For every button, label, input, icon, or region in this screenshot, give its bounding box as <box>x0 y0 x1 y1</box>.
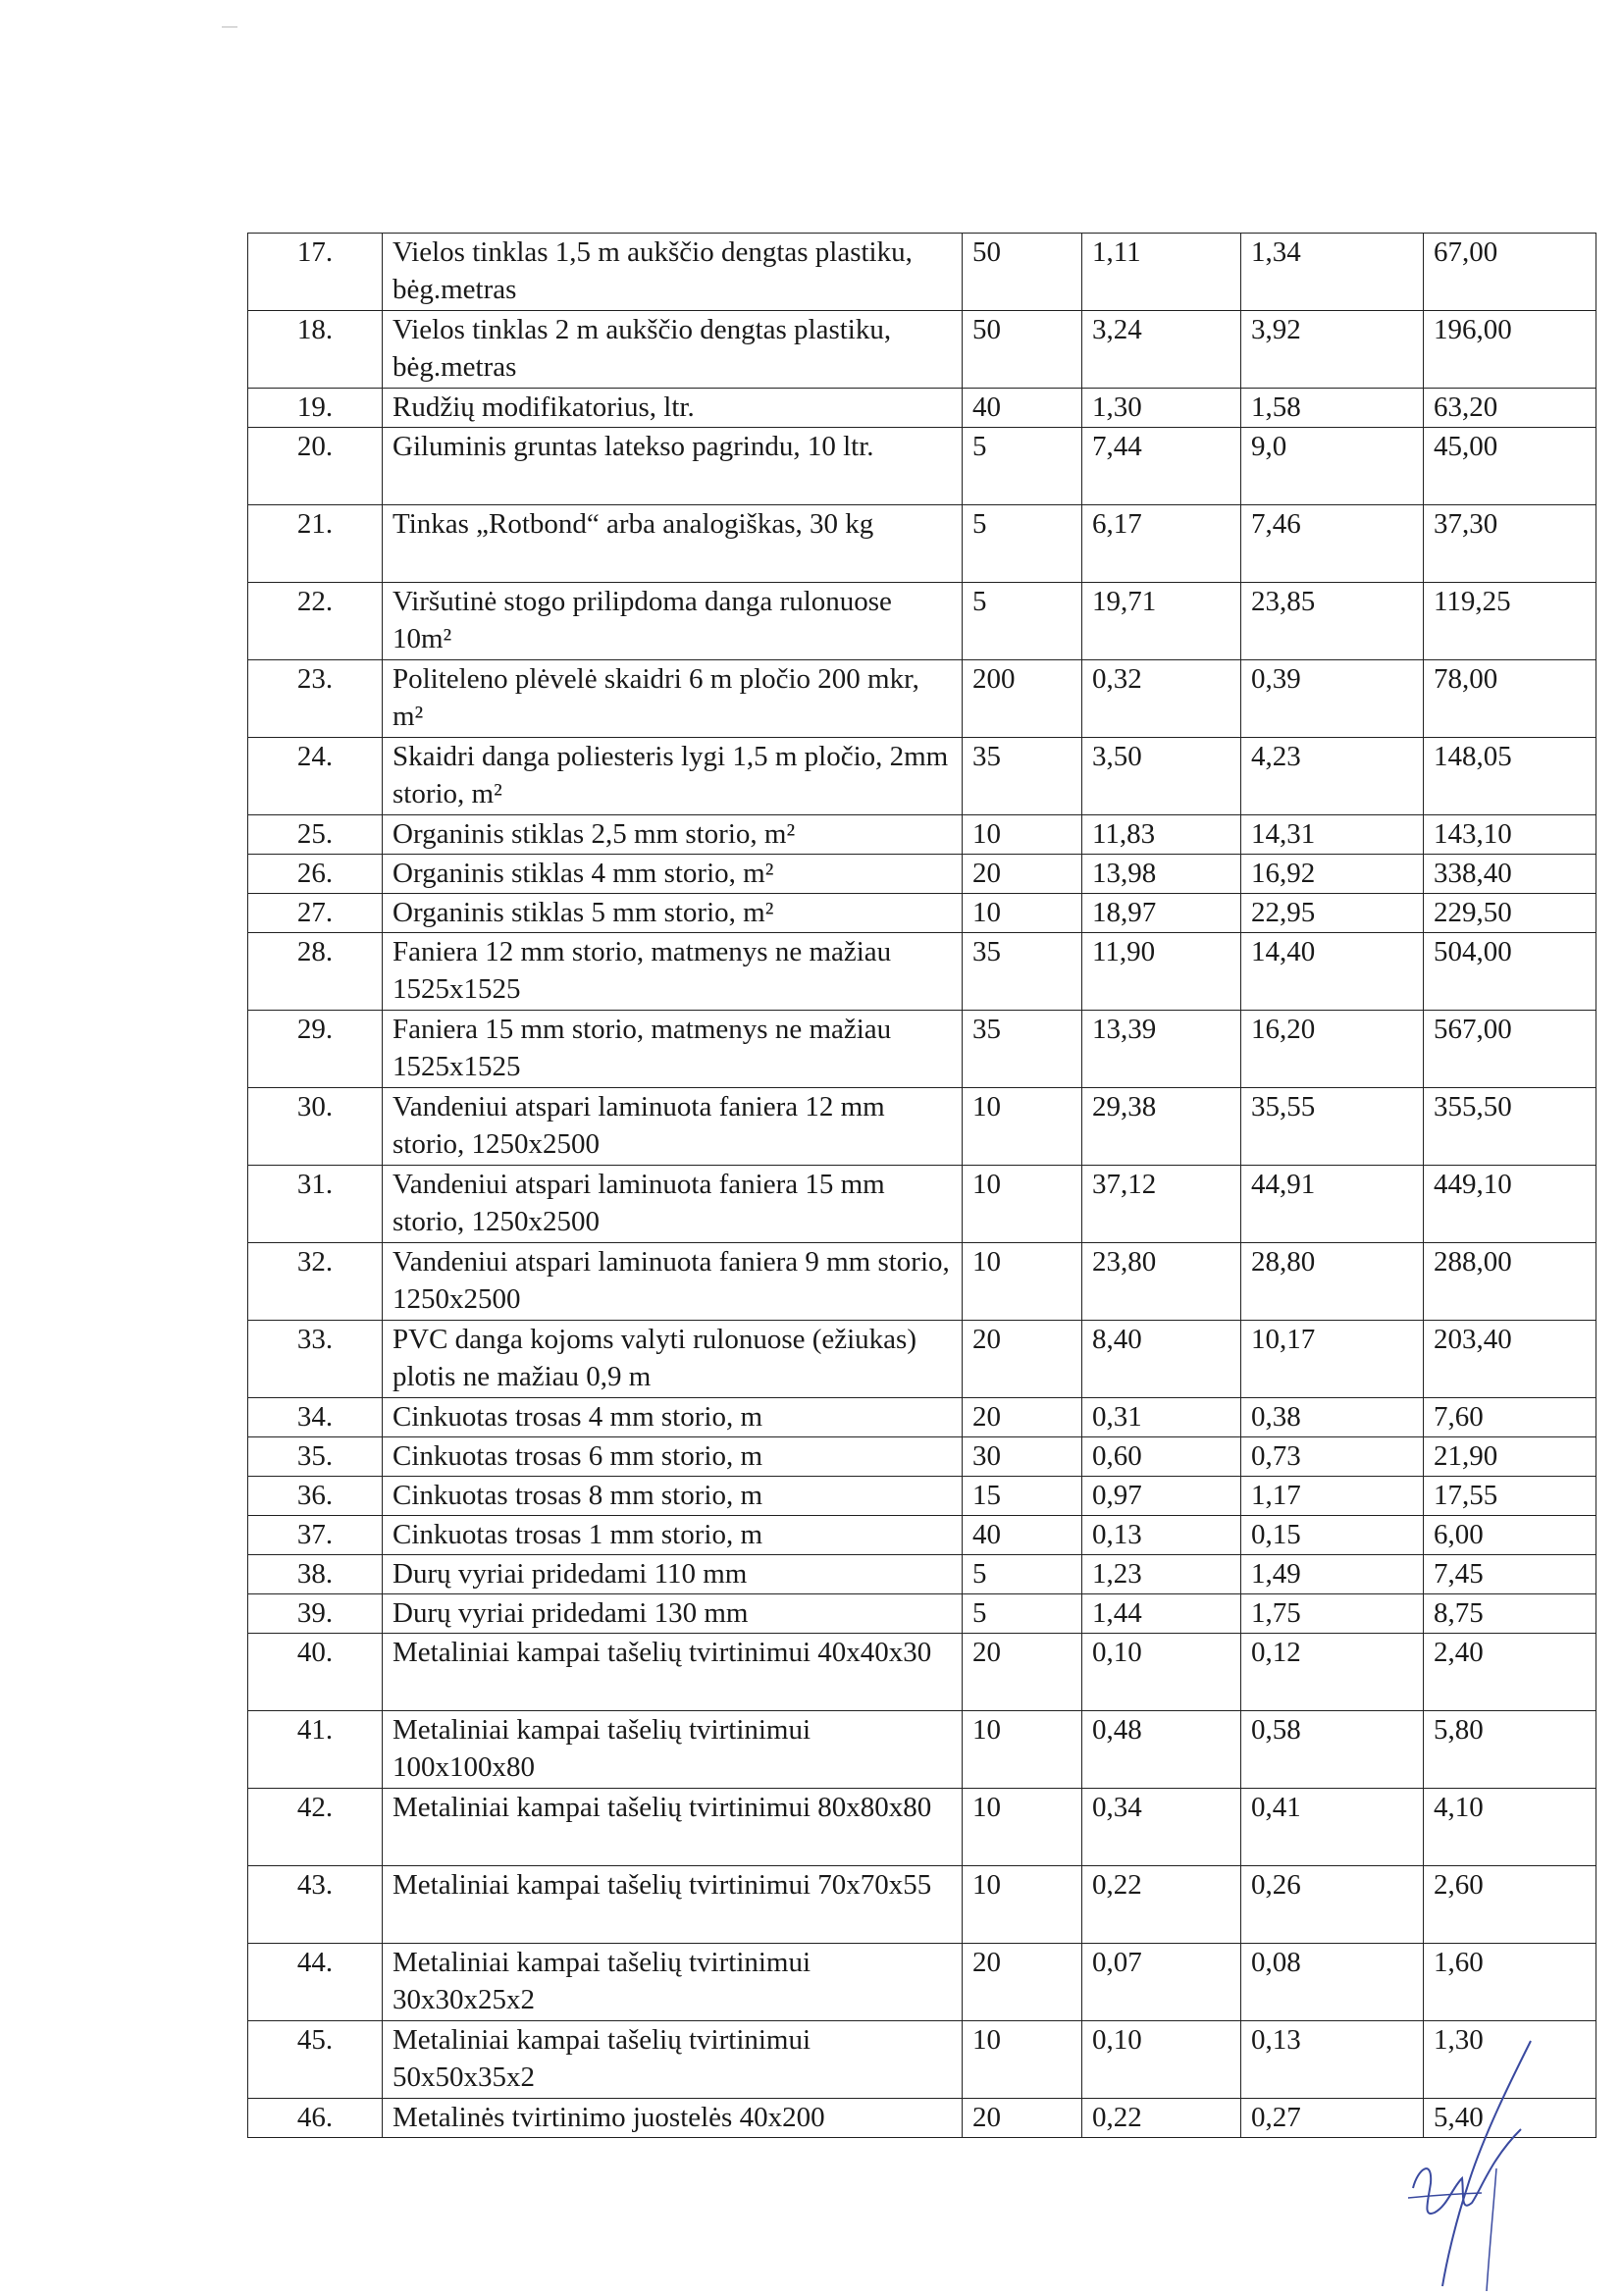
table-row <box>248 1594 1596 1634</box>
unit-price-vat: 0,08 <box>1241 1944 1424 2021</box>
row-number: 19. <box>248 389 383 428</box>
quantity: 10 <box>963 2021 1082 2099</box>
unit-price-vat: 28,80 <box>1241 1243 1424 1321</box>
item-name: Vielos tinklas 1,5 m aukščio dengtas plastiku, bėg.metras <box>383 234 963 311</box>
total-amount: 21,90 <box>1424 1437 1596 1477</box>
table-row <box>248 1555 1596 1594</box>
row-number: 45. <box>248 2021 383 2099</box>
item-name: Organinis stiklas 4 mm storio, m² <box>383 855 963 894</box>
unit-price: 6,17 <box>1082 505 1241 583</box>
unit-price-vat: 10,17 <box>1241 1321 1424 1398</box>
total-amount: 355,50 <box>1424 1088 1596 1166</box>
item-name: Skaidri danga poliesteris lygi 1,5 m pločio, 2mm storio, m² <box>383 738 963 815</box>
row-number: 33. <box>248 1321 383 1398</box>
total-amount: 288,00 <box>1424 1243 1596 1321</box>
table-row <box>248 1866 1596 1944</box>
unit-price: 13,98 <box>1082 855 1241 894</box>
unit-price-vat: 16,20 <box>1241 1011 1424 1088</box>
total-amount: 67,00 <box>1424 234 1596 311</box>
unit-price-vat: 0,15 <box>1241 1516 1424 1555</box>
unit-price-vat: 0,13 <box>1241 2021 1424 2099</box>
unit-price: 0,10 <box>1082 2021 1241 2099</box>
unit-price: 0,07 <box>1082 1944 1241 2021</box>
table-row <box>248 815 1596 855</box>
table-row <box>248 1166 1596 1243</box>
row-number: 35. <box>248 1437 383 1477</box>
table-row <box>248 1711 1596 1789</box>
quantity: 10 <box>963 1243 1082 1321</box>
row-number: 39. <box>248 1594 383 1634</box>
unit-price: 0,48 <box>1082 1711 1241 1789</box>
unit-price: 23,80 <box>1082 1243 1241 1321</box>
total-amount: 143,10 <box>1424 815 1596 855</box>
unit-price: 0,60 <box>1082 1437 1241 1477</box>
quantity: 50 <box>963 311 1082 389</box>
quantity: 20 <box>963 2099 1082 2138</box>
total-amount: 7,45 <box>1424 1555 1596 1594</box>
quantity: 35 <box>963 933 1082 1011</box>
total-amount: 203,40 <box>1424 1321 1596 1398</box>
item-name: Faniera 12 mm storio, matmenys ne mažiau 1525x1525 <box>383 933 963 1011</box>
row-number: 25. <box>248 815 383 855</box>
unit-price: 0,32 <box>1082 660 1241 738</box>
total-amount: 119,25 <box>1424 583 1596 660</box>
row-number: 21. <box>248 505 383 583</box>
unit-price-vat: 1,34 <box>1241 234 1424 311</box>
total-amount: 2,60 <box>1424 1866 1596 1944</box>
unit-price-vat: 14,40 <box>1241 933 1424 1011</box>
unit-price-vat: 9,0 <box>1241 428 1424 505</box>
quantity: 10 <box>963 1166 1082 1243</box>
unit-price-vat: 0,41 <box>1241 1789 1424 1866</box>
item-name: Metaliniai kampai tašelių tvirtinimui 40x40x30 <box>383 1634 963 1711</box>
quantity: 20 <box>963 1321 1082 1398</box>
item-name: Metaliniai kampai tašelių tvirtinimui 50x50x35x2 <box>383 2021 963 2099</box>
item-name: Durų vyriai pridedami 130 mm <box>383 1594 963 1634</box>
total-amount: 449,10 <box>1424 1166 1596 1243</box>
total-amount: 196,00 <box>1424 311 1596 389</box>
quantity: 20 <box>963 1398 1082 1437</box>
item-name: Faniera 15 mm storio, matmenys ne mažiau 1525x1525 <box>383 1011 963 1088</box>
total-amount: 8,75 <box>1424 1594 1596 1634</box>
row-number: 37. <box>248 1516 383 1555</box>
item-name: Vandeniui atspari laminuota faniera 12 mm storio, 1250x2500 <box>383 1088 963 1166</box>
total-amount: 148,05 <box>1424 738 1596 815</box>
quantity: 35 <box>963 1011 1082 1088</box>
unit-price-vat: 1,58 <box>1241 389 1424 428</box>
table-row <box>248 428 1596 505</box>
item-name: Metaliniai kampai tašelių tvirtinimui 80x80x80 <box>383 1789 963 1866</box>
item-name: Vielos tinklas 2 m aukščio dengtas plastiku, bėg.metras <box>383 311 963 389</box>
quantity: 5 <box>963 505 1082 583</box>
total-amount: 338,40 <box>1424 855 1596 894</box>
table-row <box>248 1437 1596 1477</box>
unit-price: 11,83 <box>1082 815 1241 855</box>
item-name: Metaliniai kampai tašelių tvirtinimui 70x70x55 <box>383 1866 963 1944</box>
table-row <box>248 1243 1596 1321</box>
item-name: Tinkas „Rotbond“ arba analogiškas, 30 kg <box>383 505 963 583</box>
quantity: 5 <box>963 1555 1082 1594</box>
quantity: 10 <box>963 1789 1082 1866</box>
row-number: 41. <box>248 1711 383 1789</box>
unit-price: 1,23 <box>1082 1555 1241 1594</box>
unit-price-vat: 23,85 <box>1241 583 1424 660</box>
item-name: Viršutinė stogo prilipdoma danga rulonuose 10m² <box>383 583 963 660</box>
unit-price: 3,50 <box>1082 738 1241 815</box>
total-amount: 1,60 <box>1424 1944 1596 2021</box>
item-name: Metalinės tvirtinimo juostelės 40x200 <box>383 2099 963 2138</box>
table-row <box>248 1398 1596 1437</box>
row-number: 44. <box>248 1944 383 2021</box>
item-name: Durų vyriai pridedami 110 mm <box>383 1555 963 1594</box>
quantity: 10 <box>963 1866 1082 1944</box>
row-number: 43. <box>248 1866 383 1944</box>
quantity: 5 <box>963 428 1082 505</box>
quantity: 10 <box>963 1711 1082 1789</box>
quantity: 200 <box>963 660 1082 738</box>
unit-price-vat: 1,75 <box>1241 1594 1424 1634</box>
row-number: 30. <box>248 1088 383 1166</box>
total-amount: 504,00 <box>1424 933 1596 1011</box>
table-row <box>248 505 1596 583</box>
total-amount: 2,40 <box>1424 1634 1596 1711</box>
quantity: 40 <box>963 1516 1082 1555</box>
quantity: 5 <box>963 1594 1082 1634</box>
quantity: 20 <box>963 1944 1082 2021</box>
unit-price: 13,39 <box>1082 1011 1241 1088</box>
row-number: 36. <box>248 1477 383 1516</box>
unit-price-vat: 4,23 <box>1241 738 1424 815</box>
row-number: 26. <box>248 855 383 894</box>
item-name: Rudžių modifikatorius, ltr. <box>383 389 963 428</box>
quantity: 50 <box>963 234 1082 311</box>
item-name: Vandeniui atspari laminuota faniera 9 mm storio, 1250x2500 <box>383 1243 963 1321</box>
unit-price: 8,40 <box>1082 1321 1241 1398</box>
table-row <box>248 1011 1596 1088</box>
quantity: 10 <box>963 894 1082 933</box>
table-row <box>248 1944 1596 2021</box>
row-number: 20. <box>248 428 383 505</box>
unit-price-vat: 0,27 <box>1241 2099 1424 2138</box>
unit-price: 0,13 <box>1082 1516 1241 1555</box>
total-amount: 37,30 <box>1424 505 1596 583</box>
total-amount: 229,50 <box>1424 894 1596 933</box>
unit-price-vat: 44,91 <box>1241 1166 1424 1243</box>
item-name: Organinis stiklas 5 mm storio, m² <box>383 894 963 933</box>
table-row <box>248 933 1596 1011</box>
unit-price-vat: 0,73 <box>1241 1437 1424 1477</box>
item-name: Cinkuotas trosas 6 mm storio, m <box>383 1437 963 1477</box>
row-number: 40. <box>248 1634 383 1711</box>
table-row <box>248 1789 1596 1866</box>
quantity: 20 <box>963 855 1082 894</box>
row-number: 17. <box>248 234 383 311</box>
unit-price-vat: 0,38 <box>1241 1398 1424 1437</box>
item-name: Cinkuotas trosas 4 mm storio, m <box>383 1398 963 1437</box>
row-number: 34. <box>248 1398 383 1437</box>
unit-price: 0,97 <box>1082 1477 1241 1516</box>
quantity: 15 <box>963 1477 1082 1516</box>
unit-price-vat: 16,92 <box>1241 855 1424 894</box>
table-row <box>248 311 1596 389</box>
unit-price: 0,34 <box>1082 1789 1241 1866</box>
total-amount: 17,55 <box>1424 1477 1596 1516</box>
table-row <box>248 1634 1596 1711</box>
item-name: Metaliniai kampai tašelių tvirtinimui 100x100x80 <box>383 1711 963 1789</box>
table-row <box>248 234 1596 311</box>
unit-price: 1,11 <box>1082 234 1241 311</box>
item-name: Cinkuotas trosas 1 mm storio, m <box>383 1516 963 1555</box>
unit-price-vat: 35,55 <box>1241 1088 1424 1166</box>
table-row <box>248 855 1596 894</box>
item-name: Vandeniui atspari laminuota faniera 15 mm storio, 1250x2500 <box>383 1166 963 1243</box>
row-number: 23. <box>248 660 383 738</box>
unit-price-vat: 0,26 <box>1241 1866 1424 1944</box>
item-name: Politeleno plėvelė skaidri 6 m pločio 200 mkr, m² <box>383 660 963 738</box>
table-row <box>248 389 1596 428</box>
item-name: Giluminis gruntas latekso pagrindu, 10 ltr. <box>383 428 963 505</box>
unit-price-vat: 7,46 <box>1241 505 1424 583</box>
unit-price-vat: 1,49 <box>1241 1555 1424 1594</box>
unit-price-vat: 1,17 <box>1241 1477 1424 1516</box>
item-name: PVC danga kojoms valyti rulonuose (ežiukas) plotis ne mažiau 0,9 m <box>383 1321 963 1398</box>
quantity: 40 <box>963 389 1082 428</box>
unit-price: 1,30 <box>1082 389 1241 428</box>
row-number: 18. <box>248 311 383 389</box>
row-number: 29. <box>248 1011 383 1088</box>
unit-price: 0,10 <box>1082 1634 1241 1711</box>
table-row <box>248 583 1596 660</box>
table-row <box>248 1321 1596 1398</box>
unit-price-vat: 0,12 <box>1241 1634 1424 1711</box>
unit-price-vat: 22,95 <box>1241 894 1424 933</box>
unit-price: 29,38 <box>1082 1088 1241 1166</box>
unit-price-vat: 0,58 <box>1241 1711 1424 1789</box>
total-amount: 5,80 <box>1424 1711 1596 1789</box>
unit-price: 3,24 <box>1082 311 1241 389</box>
unit-price: 18,97 <box>1082 894 1241 933</box>
unit-price: 0,22 <box>1082 2099 1241 2138</box>
quantity: 5 <box>963 583 1082 660</box>
total-amount: 63,20 <box>1424 389 1596 428</box>
row-number: 38. <box>248 1555 383 1594</box>
unit-price-vat: 0,39 <box>1241 660 1424 738</box>
table-row <box>248 1477 1596 1516</box>
table-row <box>248 1088 1596 1166</box>
total-amount: 78,00 <box>1424 660 1596 738</box>
row-number: 22. <box>248 583 383 660</box>
total-amount: 4,10 <box>1424 1789 1596 1866</box>
row-number: 24. <box>248 738 383 815</box>
unit-price-vat: 14,31 <box>1241 815 1424 855</box>
table-row <box>248 1516 1596 1555</box>
total-amount: 5,40 <box>1424 2099 1596 2138</box>
unit-price-vat: 3,92 <box>1241 311 1424 389</box>
quantity: 10 <box>963 1088 1082 1166</box>
table-row <box>248 738 1596 815</box>
scan-mark <box>222 26 237 27</box>
unit-price: 0,31 <box>1082 1398 1241 1437</box>
quantity: 35 <box>963 738 1082 815</box>
table-row <box>248 660 1596 738</box>
quantity: 30 <box>963 1437 1082 1477</box>
unit-price: 19,71 <box>1082 583 1241 660</box>
unit-price: 1,44 <box>1082 1594 1241 1634</box>
total-amount: 45,00 <box>1424 428 1596 505</box>
item-name: Organinis stiklas 2,5 mm storio, m² <box>383 815 963 855</box>
handwritten-signature <box>1374 2021 1570 2296</box>
price-table <box>247 233 1596 2138</box>
unit-price: 0,22 <box>1082 1866 1241 1944</box>
unit-price: 11,90 <box>1082 933 1241 1011</box>
row-number: 32. <box>248 1243 383 1321</box>
total-amount: 567,00 <box>1424 1011 1596 1088</box>
row-number: 42. <box>248 1789 383 1866</box>
quantity: 20 <box>963 1634 1082 1711</box>
row-number: 28. <box>248 933 383 1011</box>
row-number: 46. <box>248 2099 383 2138</box>
quantity: 10 <box>963 815 1082 855</box>
table-row <box>248 894 1596 933</box>
unit-price: 37,12 <box>1082 1166 1241 1243</box>
row-number: 27. <box>248 894 383 933</box>
unit-price: 7,44 <box>1082 428 1241 505</box>
total-amount: 7,60 <box>1424 1398 1596 1437</box>
total-amount: 1,30 <box>1424 2021 1596 2099</box>
item-name: Cinkuotas trosas 8 mm storio, m <box>383 1477 963 1516</box>
total-amount: 6,00 <box>1424 1516 1596 1555</box>
item-name: Metaliniai kampai tašelių tvirtinimui 30x30x25x2 <box>383 1944 963 2021</box>
row-number: 31. <box>248 1166 383 1243</box>
